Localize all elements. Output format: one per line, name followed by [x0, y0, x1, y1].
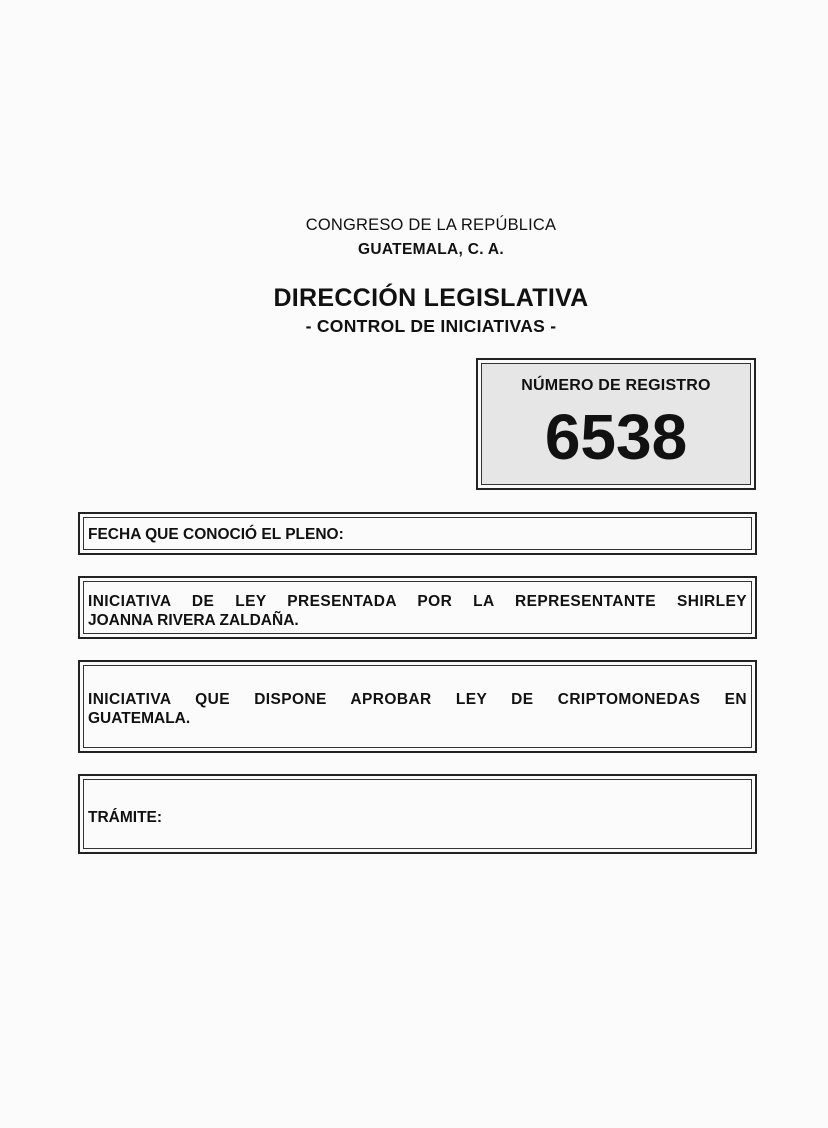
presented-by-line-2: JOANNA RIVERA ZALDAÑA. [88, 612, 299, 629]
registration-number-value: 6538 [544, 401, 688, 473]
procedure-box [78, 774, 757, 854]
document-title: DIRECCIÓN LEGISLATIVA [273, 284, 589, 312]
procedure-inner [83, 779, 752, 849]
document-subtitle: - CONTROL DE INICIATIVAS - [305, 316, 557, 336]
initiative-subject-inner [83, 665, 752, 748]
registration-number-box [476, 358, 756, 490]
initiative-subject-line-2: GUATEMALA. [88, 710, 191, 727]
institution-location: GUATEMALA, C. A. [357, 241, 504, 258]
initiative-subject-box [78, 660, 757, 753]
presented-by-box [78, 576, 757, 639]
plenary-date-label: FECHA QUE CONOCIÓ EL PLENO: [88, 526, 344, 543]
registration-number-inner [481, 363, 751, 485]
institution-name: CONGRESO DE LA REPÚBLICA [305, 216, 557, 234]
registration-number-label: NÚMERO DE REGISTRO [521, 377, 711, 394]
plenary-date-inner [83, 517, 752, 550]
presented-by-line-1: INICIATIVA DE LEY PRESENTADA POR LA REPRESENTANTE SHIRLEY [88, 593, 747, 610]
procedure-label: TRÁMITE: [88, 809, 163, 826]
initiative-subject-line-1: INICIATIVA QUE DISPONE APROBAR LEY DE CRIPTOMONEDAS EN [88, 691, 747, 708]
presented-by-inner [83, 581, 752, 634]
plenary-date-box [78, 512, 757, 555]
